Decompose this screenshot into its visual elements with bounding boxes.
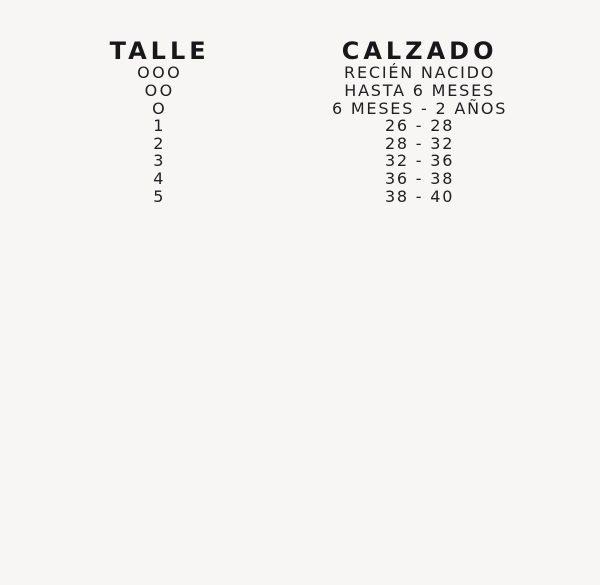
table-row (40, 117, 560, 135)
cell-calzado: 38 - 40 (384, 186, 455, 206)
table-row (40, 170, 560, 188)
table-header-row (40, 38, 560, 64)
table-row (40, 135, 560, 153)
column-header-talle: TALLE (109, 37, 210, 65)
cell-calzado: 32 - 36 (384, 151, 455, 171)
cell-calzado: HASTA 6 MESES (344, 80, 495, 100)
column-header-calzado: CALZADO (341, 37, 498, 65)
table-body (40, 64, 560, 205)
table-row (40, 100, 560, 118)
table-row (40, 188, 560, 206)
table-row (40, 152, 560, 170)
cell-calzado: 36 - 38 (384, 168, 455, 188)
cell-talle: 5 (153, 186, 166, 206)
cell-talle: OOO (137, 63, 183, 83)
cell-talle: 4 (153, 168, 166, 188)
cell-talle: O (152, 98, 168, 118)
table-row (40, 64, 560, 82)
table-row (40, 82, 560, 100)
cell-calzado: RECIÉN NACIDO (344, 63, 496, 83)
table-header (40, 38, 560, 64)
cell-calzado: 6 MESES - 2 AÑOS (331, 98, 508, 118)
cell-talle: 3 (153, 151, 166, 171)
cell-calzado: 26 - 28 (384, 116, 455, 136)
size-chart-table (40, 38, 560, 205)
cell-talle: 1 (153, 116, 166, 136)
cell-talle: 2 (153, 133, 166, 153)
cell-calzado: 28 - 32 (384, 133, 455, 153)
cell-talle: OO (144, 80, 175, 100)
